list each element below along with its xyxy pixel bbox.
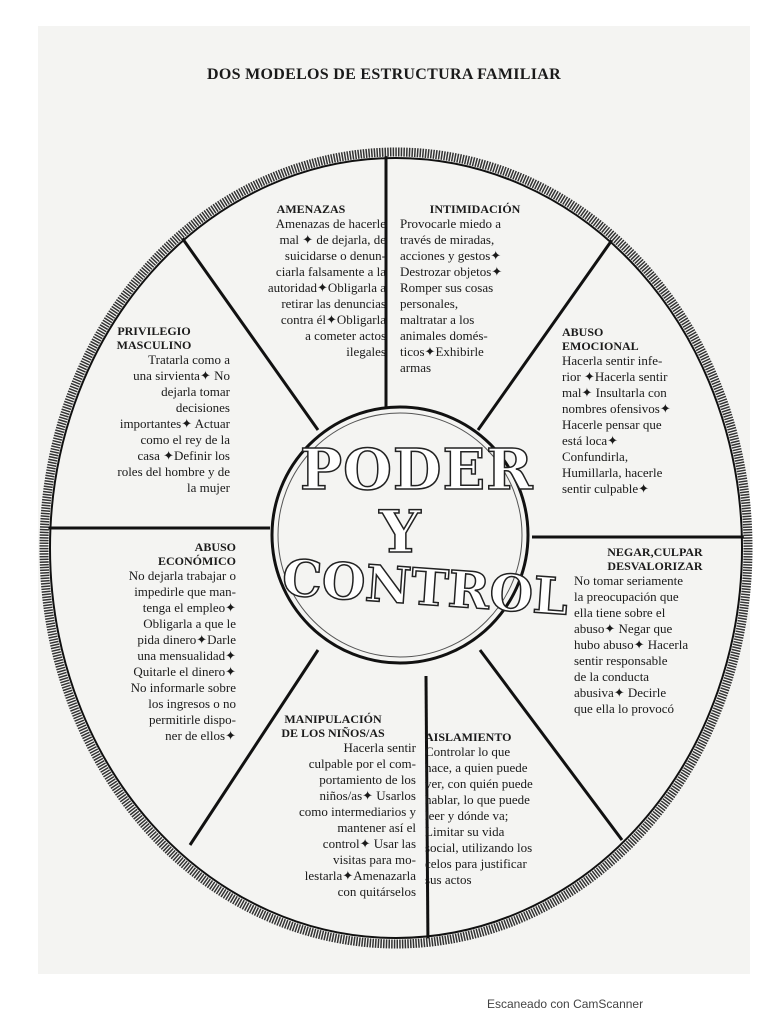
segment-text: Controlar lo que hace, a quien puede ver, con quién puede hablar, lo que puede leer y dónde va; Limitar su vida social, utilizando los celos para justificar sus actos <box>425 744 533 887</box>
segment-manipulacion <box>250 712 416 900</box>
segment-heading: AMENAZAS <box>276 202 346 216</box>
segment-heading: PRIVILEGIO MASCULINO <box>116 324 192 352</box>
segment-abuso-emocional <box>562 325 712 497</box>
segment-text: Provocarle miedo a través de miradas, acciones y gestos✦ Destrozar objetos✦ Romper sus cosas personales, maltratar a los animales domés- ticos✦Exhibirle armas <box>400 216 503 375</box>
segment-text: No tomar seriamente la preocupación que ella tiene sobre el abuso✦ Negar que hubo abuso✦ Hacerla sentir responsable de la conducta abusiva✦ Decirle que ella lo provocó <box>574 573 689 716</box>
segment-text: Tratarla como a una sirvienta✦ No dejarla tomar decisiones importantes✦ Actuar como el rey de la casa ✦Definir los roles del hombre y de la mujer <box>117 352 230 495</box>
segment-abuso-economico <box>84 540 236 744</box>
center-word-y: Y <box>379 498 421 566</box>
segment-heading: ABUSO ECONÓMICO <box>158 540 236 568</box>
segment-text: Hacerla sentir culpable por el com- portamiento de los niños/as✦ Usarlos como intermediarios y mantener así el control✦ Usar las visitas para mo- lestarla✦Amenazarla con quitárselos <box>299 740 416 899</box>
segment-heading: NEGAR,CULPAR DESVALORIZAR <box>607 545 703 573</box>
scanner-watermark: Escaneado con CamScanner <box>487 997 644 1011</box>
segment-amenazas <box>236 202 386 360</box>
segment-text: Hacerla sentir infe- rior ✦Hacerla sentir mal✦ Insultarla con nombres ofensivos✦ Hacerle pensar que está loca✦ Confundirla, Humillarla, hacerle sentir culpable✦ <box>562 353 671 496</box>
segment-text: No dejarla trabajar o impedirle que man- tenga el empleo✦ Obligarla a que le pida dinero✦Darle una mensualidad✦ Quitarle el dinero✦ No informarle sobre los ingresos o no permitirle dispo- ner de ellos✦ <box>128 568 236 743</box>
segment-heading: MANIPULACIÓN DE LOS NIÑOS/AS <box>281 712 385 740</box>
page-title: DOS MODELOS DE ESTRUCTURA FAMILIAR <box>207 66 561 83</box>
segment-heading: INTIMIDACIÓN <box>429 202 521 216</box>
center-word-control: CONTROL <box>280 547 571 627</box>
segment-heading: ABUSO EMOCIONAL <box>562 325 639 353</box>
segment-heading: AISLAMIENTO <box>425 730 512 744</box>
center-word-poder: PODER <box>300 437 534 503</box>
segment-privilegio-masculino <box>78 324 230 496</box>
segment-negar-culpar <box>574 545 736 717</box>
segment-intimidacion <box>400 202 550 376</box>
segment-text: Amenazas de hacerle mal ✦ de dejarla, de suicidarse o denun- ciarla falsamente a la autoridad✦Obligarla a retirar las denuncias contra él✦Obligarla a cometer actos ilegales <box>267 216 386 359</box>
segment-aislamiento <box>425 730 595 888</box>
